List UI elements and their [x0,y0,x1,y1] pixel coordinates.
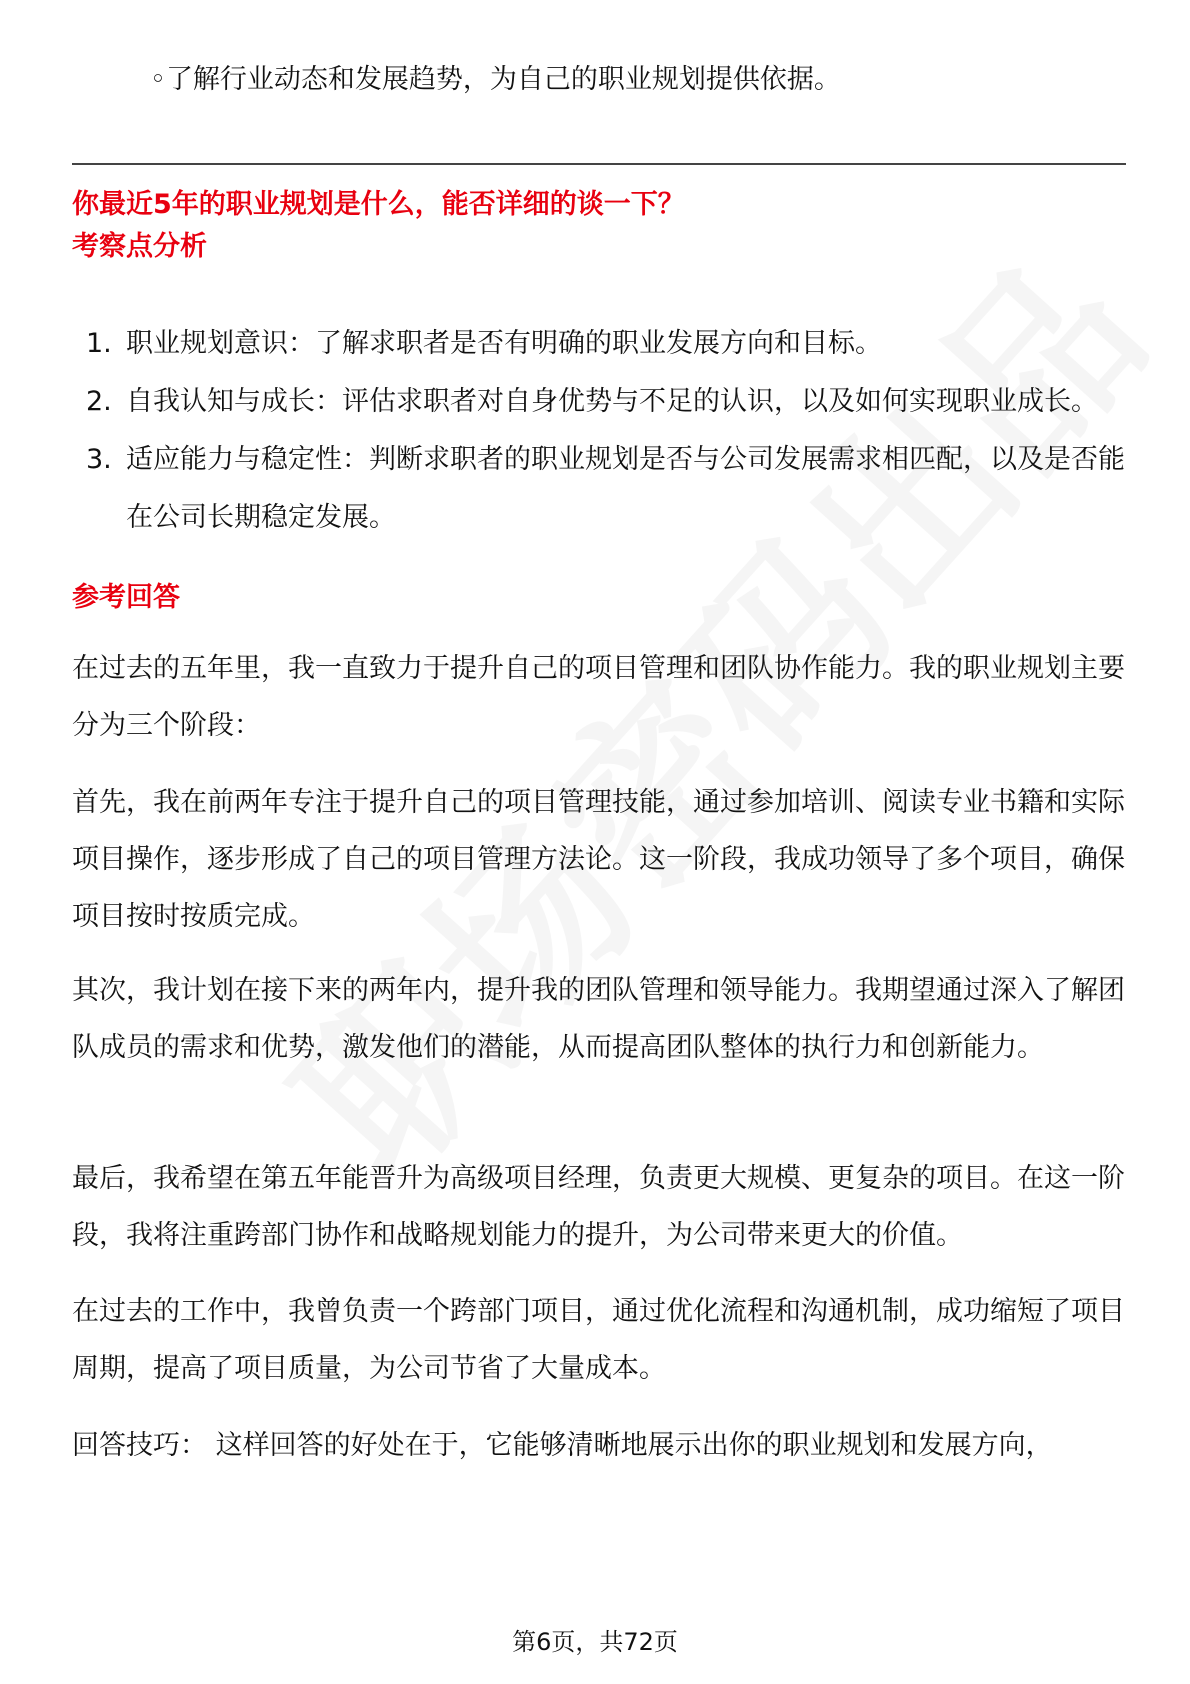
list-item-text: 适应能力与稳定性：判断求职者的职业规划是否与公司发展需求相匹配，以及是否能在公司长期稳定发展。 [126,444,1125,533]
answer-paragraph: 首先，我在前两年专注于提升自己的项目管理技能，通过参加培训、阅读专业书籍和实际项目操作，逐步形成了自己的项目管理方法论。这一阶段，我成功领导了多个项目，确保项目按时按质完成。 [72,787,1125,932]
page-number-footer: 第6页，共72页 [512,1628,678,1656]
bullet-marker: ◦ [150,64,166,95]
section-divider [72,163,1126,165]
answer-paragraph: 最后，我希望在第五年能晋升为高级项目经理，负责更大规模、更复杂的项目。在这一阶段，我将注重跨部门协作和战略规划能力的提升，为公司带来更大的价值。 [72,1163,1125,1251]
answer-tip-paragraph: 回答技巧： 这样回答的好处在于，它能够清晰地展示出你的职业规划和发展方向， [72,1430,1053,1461]
list-item [72,431,1126,547]
list-item [72,373,1126,431]
list-item-number: 2. [86,386,112,417]
answer-paragraph: 在过去的工作中，我曾负责一个跨部门项目，通过优化流程和沟通机制，成功缩短了项目周期，提高了项目质量，为公司节省了大量成本。 [72,1296,1125,1384]
list-item-text: 职业规划意识：了解求职者是否有明确的职业发展方向和目标。 [126,328,882,359]
bullet-text: 了解行业动态和发展趋势，为自己的职业规划提供依据。 [165,64,841,95]
analysis-heading: 考察点分析 [72,231,207,262]
analysis-list [72,315,1126,547]
answer-paragraph: 在过去的五年里，我一直致力于提升自己的项目管理和团队协作能力。我的职业规划主要分为三个阶段： [72,653,1125,741]
list-item-number: 3. [86,444,112,475]
answer-paragraph: 其次，我计划在接下来的两年内，提升我的团队管理和领导能力。我期望通过深入了解团队成员的需求和优势，激发他们的潜能，从而提高团队整体的执行力和创新能力。 [72,975,1125,1063]
answer-heading: 参考回答 [72,582,180,613]
list-item [72,315,1126,373]
question-heading: 你最近5年的职业规划是什么，能否详细的谈一下？ [72,189,685,220]
sub-bullet-item [150,60,841,100]
list-item-text: 自我认知与成长：评估求职者对自身优势与不足的认识，以及如何实现职业成长。 [126,386,1098,417]
list-item-number: 1. [86,328,112,359]
